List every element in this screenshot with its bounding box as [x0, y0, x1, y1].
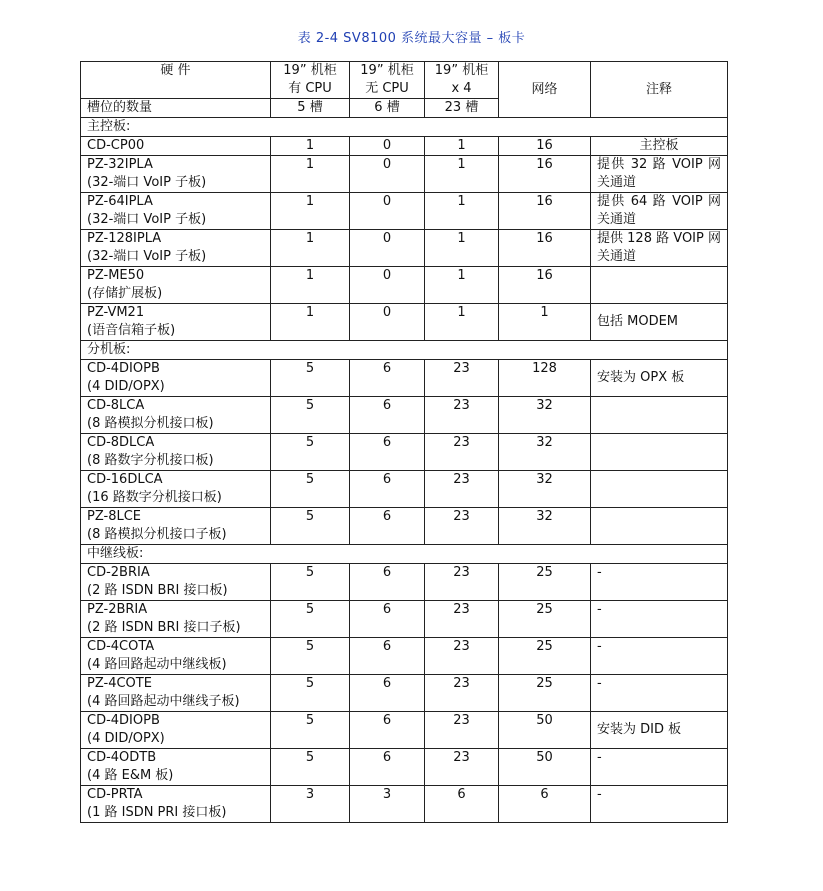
board-model: PZ-4COTE: [87, 676, 152, 691]
board-description: (8 路模拟分机接口子板): [87, 527, 227, 542]
value-with-cpu: 1: [271, 267, 350, 304]
table-row: [81, 749, 728, 786]
table-row: [81, 434, 728, 471]
section-title: 主控板:: [81, 118, 728, 137]
board-description: (32-端口 VoIP 子板): [87, 212, 207, 227]
section-header-row: [81, 118, 728, 137]
hardware-cell: [81, 712, 271, 749]
value-without-cpu: 0: [350, 304, 425, 341]
board-model: CD-4ODTB: [87, 750, 157, 765]
value-with-cpu: 1: [271, 230, 350, 267]
table-row: [81, 304, 728, 341]
value-with-cpu: 5: [271, 434, 350, 471]
hardware-cell: [81, 230, 271, 267]
board-description: (16 路数字分机接口板): [87, 490, 222, 505]
value-with-cpu: 3: [271, 786, 350, 823]
table-row: [81, 471, 728, 508]
hardware-cell: [81, 675, 271, 712]
note-cell: 安装为 DID 板: [591, 712, 728, 749]
table-row: [81, 564, 728, 601]
header-col-with-cpu-line1: 19” 机柜: [283, 63, 337, 78]
hardware-cell: [81, 638, 271, 675]
value-with-cpu: 5: [271, 712, 350, 749]
note-cell: [591, 434, 728, 471]
note-cell: 提供 128 路 VOIP 网关通道: [591, 230, 728, 267]
value-network: 16: [499, 156, 591, 193]
note-cell: 安装为 OPX 板: [591, 360, 728, 397]
board-model: PZ-32IPLA: [87, 157, 153, 172]
slots-with-cpu: 5 槽: [271, 99, 350, 118]
value-x4: 23: [425, 638, 499, 675]
board-description: (8 路模拟分机接口板): [87, 416, 214, 431]
value-network: 32: [499, 508, 591, 545]
table-row: [81, 508, 728, 545]
board-description: (4 路回路起动中继线板): [87, 657, 227, 672]
board-model: PZ-8LCE: [87, 509, 142, 524]
value-x4: 23: [425, 397, 499, 434]
value-without-cpu: 6: [350, 434, 425, 471]
note-cell: -: [591, 749, 728, 786]
section-header-row: [81, 545, 728, 564]
board-description: (存储扩展板): [87, 286, 163, 301]
section-header-row: [81, 341, 728, 360]
hardware-cell: [81, 267, 271, 304]
value-network: 16: [499, 137, 591, 156]
header-col-x4: [425, 62, 499, 99]
value-network: 50: [499, 749, 591, 786]
value-without-cpu: 0: [350, 137, 425, 156]
table-row: [81, 712, 728, 749]
value-without-cpu: 6: [350, 397, 425, 434]
board-model: PZ-ME50: [87, 268, 145, 283]
value-x4: 1: [425, 193, 499, 230]
value-x4: 23: [425, 749, 499, 786]
note-cell: [591, 508, 728, 545]
note-cell: -: [591, 564, 728, 601]
hardware-cell: [81, 156, 271, 193]
value-with-cpu: 5: [271, 397, 350, 434]
board-description: (2 路 ISDN BRI 接口子板): [87, 620, 241, 635]
header-col-with-cpu: [271, 62, 350, 99]
value-with-cpu: 5: [271, 471, 350, 508]
value-without-cpu: 6: [350, 675, 425, 712]
value-without-cpu: 6: [350, 471, 425, 508]
value-without-cpu: 6: [350, 638, 425, 675]
header-row: [81, 62, 728, 99]
board-model: CD-CP00: [87, 138, 145, 153]
value-without-cpu: 6: [350, 601, 425, 638]
value-network: 25: [499, 601, 591, 638]
capacity-table: [80, 61, 728, 823]
value-x4: 23: [425, 564, 499, 601]
board-model: PZ-64IPLA: [87, 194, 153, 209]
value-without-cpu: 6: [350, 712, 425, 749]
note-cell: 包括 MODEM: [591, 304, 728, 341]
board-description: (语音信箱子板): [87, 323, 176, 338]
value-x4: 23: [425, 508, 499, 545]
value-network: 32: [499, 434, 591, 471]
value-network: 16: [499, 230, 591, 267]
value-with-cpu: 5: [271, 360, 350, 397]
value-x4: 6: [425, 786, 499, 823]
hardware-cell: [81, 304, 271, 341]
table-row: [81, 193, 728, 230]
board-description: (32-端口 VoIP 子板): [87, 249, 207, 264]
value-with-cpu: 1: [271, 137, 350, 156]
slots-without-cpu: 6 槽: [350, 99, 425, 118]
value-with-cpu: 5: [271, 564, 350, 601]
value-x4: 23: [425, 434, 499, 471]
header-col-without-cpu-line2: 无 CPU: [365, 81, 409, 96]
hardware-cell: [81, 360, 271, 397]
value-x4: 1: [425, 230, 499, 267]
board-model: CD-8DLCA: [87, 435, 155, 450]
hardware-cell: [81, 471, 271, 508]
value-x4: 23: [425, 471, 499, 508]
table-row: [81, 397, 728, 434]
value-with-cpu: 5: [271, 749, 350, 786]
table-row: [81, 786, 728, 823]
board-description: (2 路 ISDN BRI 接口板): [87, 583, 228, 598]
board-model: PZ-2BRIA: [87, 602, 148, 617]
value-with-cpu: 5: [271, 638, 350, 675]
note-cell: [591, 397, 728, 434]
header-col-x4-line1: 19” 机柜: [434, 63, 489, 78]
table-row: [81, 360, 728, 397]
note-cell: 提供 32 路 VOIP 网关通道: [591, 156, 728, 193]
board-model: CD-4DIOPB: [87, 361, 160, 376]
value-x4: 1: [425, 137, 499, 156]
hardware-cell: [81, 601, 271, 638]
board-model: CD-4DIOPB: [87, 713, 160, 728]
value-network: 1: [499, 304, 591, 341]
note-cell: -: [591, 786, 728, 823]
table-row: [81, 601, 728, 638]
value-without-cpu: 6: [350, 749, 425, 786]
value-network: 32: [499, 471, 591, 508]
hardware-cell: [81, 137, 271, 156]
note-cell: 主控板: [591, 137, 728, 156]
board-model: CD-8LCA: [87, 398, 145, 413]
header-col-without-cpu: [350, 62, 425, 99]
board-description: (1 路 ISDN PRI 接口板): [87, 805, 227, 820]
value-network: 25: [499, 638, 591, 675]
value-x4: 23: [425, 675, 499, 712]
value-network: 16: [499, 193, 591, 230]
board-model: CD-4COTA: [87, 639, 155, 654]
section-title: 中继线板:: [81, 545, 728, 564]
value-x4: 1: [425, 304, 499, 341]
board-description: (8 路数字分机接口板): [87, 453, 214, 468]
table-row: [81, 137, 728, 156]
value-network: 25: [499, 675, 591, 712]
board-model: PZ-128IPLA: [87, 231, 162, 246]
hardware-cell: [81, 564, 271, 601]
board-description: (4 DID/OPX): [87, 731, 165, 746]
note-cell: 提供 64 路 VOIP 网关通道: [591, 193, 728, 230]
table-row: [81, 638, 728, 675]
value-without-cpu: 3: [350, 786, 425, 823]
slots-x4: 23 槽: [425, 99, 499, 118]
header-hardware: 硬 件: [81, 62, 271, 99]
hardware-cell: [81, 786, 271, 823]
board-model: CD-PRTA: [87, 787, 143, 802]
value-without-cpu: 6: [350, 508, 425, 545]
header-col-without-cpu-line1: 19” 机柜: [360, 63, 414, 78]
value-with-cpu: 1: [271, 304, 350, 341]
board-model: PZ-VM21: [87, 305, 145, 320]
hardware-cell: [81, 397, 271, 434]
value-network: 16: [499, 267, 591, 304]
value-without-cpu: 0: [350, 156, 425, 193]
table-row: [81, 675, 728, 712]
table-caption: 表 2-4 SV8100 系统最大容量 – 板卡: [297, 31, 526, 46]
table-row: [81, 156, 728, 193]
table-row: [81, 230, 728, 267]
note-cell: [591, 267, 728, 304]
value-with-cpu: 5: [271, 675, 350, 712]
note-cell: [591, 471, 728, 508]
value-without-cpu: 6: [350, 564, 425, 601]
board-description: (4 路 E&M 板): [87, 768, 174, 783]
value-without-cpu: 0: [350, 193, 425, 230]
header-network: 网络: [499, 62, 591, 118]
header-notes: 注释: [591, 62, 728, 118]
header-col-x4-line2: x 4: [451, 81, 472, 96]
value-x4: 1: [425, 267, 499, 304]
hardware-cell: [81, 193, 271, 230]
value-without-cpu: 0: [350, 267, 425, 304]
hardware-cell: [81, 508, 271, 545]
value-with-cpu: 1: [271, 156, 350, 193]
value-x4: 23: [425, 712, 499, 749]
hardware-cell: [81, 434, 271, 471]
value-x4: 23: [425, 360, 499, 397]
note-cell: -: [591, 675, 728, 712]
note-cell: -: [591, 601, 728, 638]
value-without-cpu: 6: [350, 360, 425, 397]
board-description: (4 DID/OPX): [87, 379, 165, 394]
section-title: 分机板:: [81, 341, 728, 360]
value-with-cpu: 5: [271, 508, 350, 545]
hardware-cell: [81, 749, 271, 786]
value-network: 50: [499, 712, 591, 749]
header-col-with-cpu-line2: 有 CPU: [288, 81, 332, 96]
board-description: (32-端口 VoIP 子板): [87, 175, 207, 190]
value-network: 25: [499, 564, 591, 601]
value-without-cpu: 0: [350, 230, 425, 267]
slots-label: 槽位的数量: [81, 99, 271, 118]
board-model: CD-2BRIA: [87, 565, 150, 580]
board-model: CD-16DLCA: [87, 472, 163, 487]
value-network: 32: [499, 397, 591, 434]
note-cell: -: [591, 638, 728, 675]
value-with-cpu: 1: [271, 193, 350, 230]
value-x4: 1: [425, 156, 499, 193]
board-description: (4 路回路起动中继线子板): [87, 694, 240, 709]
value-network: 6: [499, 786, 591, 823]
table-row: [81, 267, 728, 304]
value-x4: 23: [425, 601, 499, 638]
value-with-cpu: 5: [271, 601, 350, 638]
value-network: 128: [499, 360, 591, 397]
